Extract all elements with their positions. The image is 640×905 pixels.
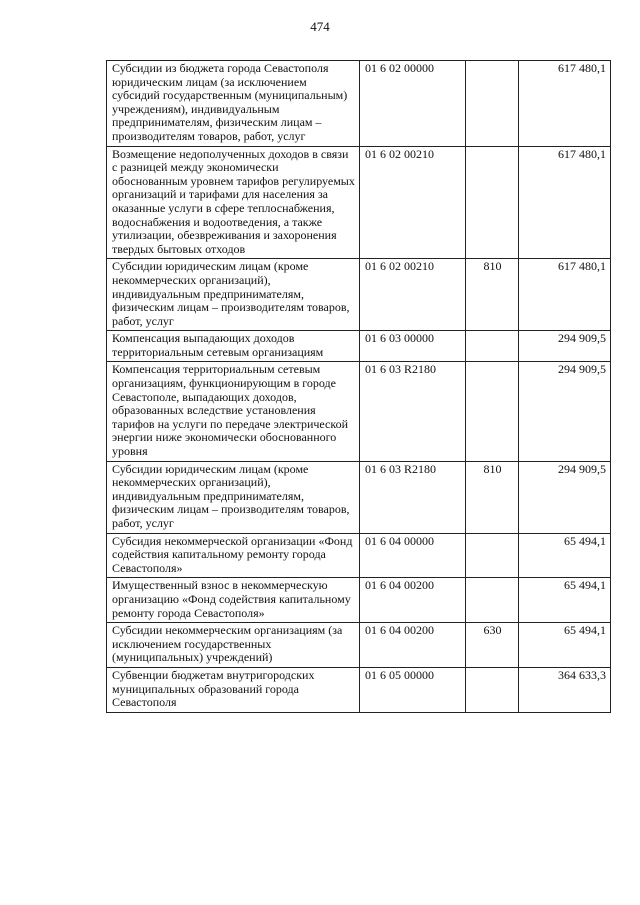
- table-row: [107, 578, 611, 623]
- row-name: Компенсация выпадающих доходов территориальным сетевым организациям: [107, 331, 360, 362]
- row-type: [466, 61, 519, 147]
- table-row: [107, 61, 611, 147]
- row-code: 01 6 04 00000: [360, 533, 466, 578]
- row-code: 01 6 02 00210: [360, 146, 466, 259]
- row-name: Субсидии юридическим лицам (кроме некоммерческих организаций), индивидуальным предпринимателям, физическим лицам – производителям товаров, работ, услуг: [107, 259, 360, 331]
- row-amount: 617 480,1: [519, 61, 611, 147]
- row-type: [466, 533, 519, 578]
- row-code: 01 6 03 R2180: [360, 362, 466, 461]
- row-code: 01 6 04 00200: [360, 578, 466, 623]
- row-name: Субсидии юридическим лицам (кроме некоммерческих организаций), индивидуальным предпринимателям, физическим лицам – производителям товаров, работ, услуг: [107, 461, 360, 533]
- row-amount: 617 480,1: [519, 259, 611, 331]
- row-code: 01 6 03 00000: [360, 331, 466, 362]
- row-code: 01 6 04 00200: [360, 623, 466, 668]
- row-name: Субсидии из бюджета города Севастополя юридическим лицам (за исключением субсидий государственным (муниципальным) учреждениям), индивидуальным предпринимателям, физическим лицам – производителям товаров, работ, услуг: [107, 61, 360, 147]
- row-type: 630: [466, 623, 519, 668]
- row-type: [466, 667, 519, 712]
- row-name: Субсидии некоммерческим организациям (за исключением государственных (муниципальных) учреждений): [107, 623, 360, 668]
- table-row: [107, 667, 611, 712]
- row-amount: 65 494,1: [519, 578, 611, 623]
- table-row: [107, 461, 611, 533]
- table-row: [107, 623, 611, 668]
- row-name: Субвенции бюджетам внутригородских муниципальных образований города Севастополя: [107, 667, 360, 712]
- row-type: [466, 331, 519, 362]
- row-name: Субсидия некоммерческой организации «Фонд содействия капитальному ремонту города Севастополя»: [107, 533, 360, 578]
- table-row: [107, 362, 611, 461]
- row-code: 01 6 03 R2180: [360, 461, 466, 533]
- row-name: Имущественный взнос в некоммерческую организацию «Фонд содействия капитальному ремонту города Севастополя»: [107, 578, 360, 623]
- row-type: [466, 578, 519, 623]
- row-amount: 65 494,1: [519, 533, 611, 578]
- budget-table: [106, 60, 611, 713]
- row-amount: 617 480,1: [519, 146, 611, 259]
- row-type: 810: [466, 461, 519, 533]
- row-amount: 294 909,5: [519, 331, 611, 362]
- row-type: [466, 362, 519, 461]
- table-row: [107, 146, 611, 259]
- row-code: 01 6 05 00000: [360, 667, 466, 712]
- row-amount: 364 633,3: [519, 667, 611, 712]
- row-type: 810: [466, 259, 519, 331]
- row-name: Возмещение недополученных доходов в связи с разницей между экономически обоснованным уровнем тарифов регулируемых организаций и тарифами для населения за оказанные услуги в сфере теплоснабжения, водоснабжения и водоотведения, а также утилизации, обезвреживания и захоронения твердых бытовых отходов: [107, 146, 360, 259]
- page-number: 474: [310, 19, 330, 34]
- row-type: [466, 146, 519, 259]
- row-amount: 294 909,5: [519, 461, 611, 533]
- table-row: [107, 533, 611, 578]
- row-code: 01 6 02 00000: [360, 61, 466, 147]
- table-row: [107, 259, 611, 331]
- row-amount: 294 909,5: [519, 362, 611, 461]
- row-name: Компенсация территориальным сетевым организациям, функционирующим в городе Севастополе, выпадающих доходов, образованных вследствие установления тарифов на услуги по передаче электрической энергии ниже экономически обоснованного уровня: [107, 362, 360, 461]
- row-amount: 65 494,1: [519, 623, 611, 668]
- table-row: [107, 331, 611, 362]
- row-code: 01 6 02 00210: [360, 259, 466, 331]
